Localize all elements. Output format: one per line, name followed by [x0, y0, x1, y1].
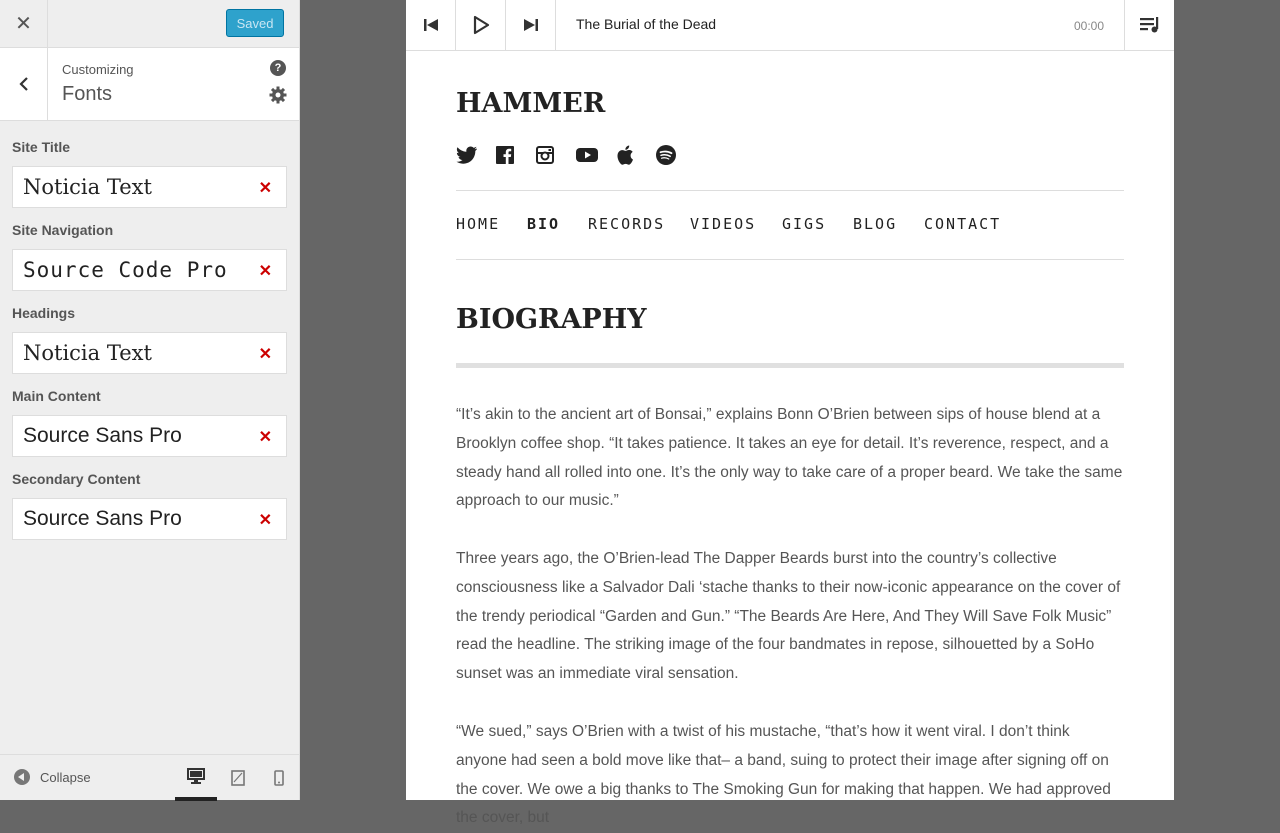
apple-icon [616, 145, 634, 165]
remove-icon[interactable]: ✕ [258, 180, 272, 197]
site-navigation [456, 190, 1124, 260]
gear-icon[interactable] [268, 85, 288, 105]
control-secondary-content [12, 471, 287, 540]
control-label: Main Content [12, 388, 101, 404]
help-icon[interactable]: ? [270, 60, 286, 76]
play-button[interactable] [456, 0, 506, 50]
site-preview [406, 0, 1174, 827]
instagram-icon [536, 146, 554, 164]
youtube-icon [576, 147, 598, 163]
nav-item-gigs[interactable]: GIGS [782, 215, 827, 233]
customizer-panel [0, 0, 300, 800]
skip-back-icon [423, 17, 439, 33]
nav-item-home[interactable]: HOME [456, 215, 501, 233]
nav-item-records[interactable]: RECORDS [588, 215, 666, 233]
back-button[interactable] [0, 48, 48, 120]
nav-item-videos[interactable]: VIDEOS [690, 215, 757, 233]
apple-music-link[interactable] [616, 143, 656, 167]
font-select-site-title[interactable] [12, 166, 287, 208]
customizer-header [0, 0, 299, 48]
close-customizer-button[interactable] [0, 0, 48, 47]
preview-tablet-button[interactable] [217, 755, 259, 801]
tablet-icon [231, 770, 245, 786]
collapse-label: Collapse [40, 769, 91, 785]
preview-mobile-button[interactable] [258, 755, 300, 801]
control-site-navigation [12, 222, 287, 291]
preview-desktop-button[interactable] [175, 755, 217, 801]
collapse-icon [14, 769, 30, 785]
collapse-button[interactable] [14, 769, 91, 785]
previous-track-button[interactable] [406, 0, 456, 50]
playlist-button[interactable] [1124, 0, 1174, 50]
track-title: The Burial of the Dead [576, 16, 717, 32]
control-label: Headings [12, 305, 76, 321]
twitter-link[interactable] [456, 143, 496, 167]
nav-item-bio[interactable]: BIO [527, 215, 561, 233]
next-track-button[interactable] [506, 0, 556, 50]
remove-icon[interactable]: ✕ [258, 346, 272, 363]
font-value: Noticia Text [23, 175, 152, 199]
audio-player [406, 0, 1174, 51]
customizer-footer [0, 754, 299, 800]
skip-forward-icon [523, 17, 539, 33]
title-divider [456, 363, 1124, 368]
remove-icon[interactable]: ✕ [258, 512, 272, 529]
instagram-link[interactable] [536, 143, 576, 167]
control-headings [12, 305, 287, 374]
desktop-icon [187, 768, 205, 784]
bio-paragraph: Three years ago, the O’Brien-lead The Dapper Beards burst into the country’s collective consciousness like a Salvador Dali ‘stache thanks to their now-iconic appearance on the cover of the trendy periodical “Garden and Gun.” “The Beards Are Here, And They Will Save Folk Music” read the headline. The striking image of the four bandmates in repose, silhouetted by a SoHo sunset was an immediate viral sensation. [456, 550, 1121, 683]
font-select-site-navigation[interactable] [12, 249, 287, 291]
playlist-icon [1139, 16, 1161, 34]
remove-icon[interactable]: ✕ [258, 429, 272, 446]
spotify-link[interactable] [656, 143, 696, 167]
site-title[interactable]: HAMMER [456, 88, 606, 119]
control-label: Secondary Content [12, 471, 141, 487]
saved-button[interactable]: Saved [226, 9, 284, 37]
control-label: Site Title [12, 139, 71, 155]
facebook-icon [496, 146, 514, 164]
font-select-headings[interactable] [12, 332, 287, 374]
track-time: 00:00 [1074, 19, 1105, 33]
remove-icon[interactable]: ✕ [258, 263, 272, 280]
font-select-secondary-content[interactable] [12, 498, 287, 540]
control-main-content [12, 388, 287, 457]
nav-item-blog[interactable]: BLOG [853, 215, 898, 233]
nav-item-contact[interactable]: CONTACT [924, 215, 1002, 233]
section-header [0, 48, 299, 121]
page-title: BIOGRAPHY [456, 304, 647, 335]
section-title: Fonts [62, 83, 113, 105]
customizing-label: Customizing [62, 62, 134, 77]
font-value: Source Sans Pro [23, 507, 182, 530]
facebook-link[interactable] [496, 143, 536, 167]
close-icon: ✕ [15, 13, 32, 35]
font-select-main-content[interactable] [12, 415, 287, 457]
spotify-icon [656, 145, 676, 165]
twitter-icon [456, 146, 478, 164]
control-site-title [12, 139, 287, 208]
chevron-left-icon [18, 76, 30, 92]
mobile-icon [274, 770, 284, 786]
youtube-link[interactable] [576, 143, 616, 167]
font-value: Source Code Pro [23, 258, 228, 282]
bio-paragraph: “We sued,” says O’Brien with a twist of his mustache, “that’s how it went viral. I don’t think anyone had seen a bold move like that– a band, suing to protect their image after signing off on the cover. We owe a big thanks to The Smoking Gun for making that happen. We had approved the cover, but [456, 723, 1111, 827]
font-value: Source Sans Pro [23, 424, 182, 447]
social-links [456, 143, 696, 167]
control-label: Site Navigation [12, 222, 114, 238]
play-icon [473, 16, 489, 34]
font-value: Noticia Text [23, 341, 152, 365]
bio-paragraph: “It’s akin to the ancient art of Bonsai,” explains Bonn O’Brien between sips of house blend at a Brooklyn coffee shop. “It takes patience. It takes an eye for detail. It’s reverence, respect, and a steady hand all rolled into one. It’s the only way to take care of a proper beard. We take the same approach to our music.” [456, 406, 1123, 510]
